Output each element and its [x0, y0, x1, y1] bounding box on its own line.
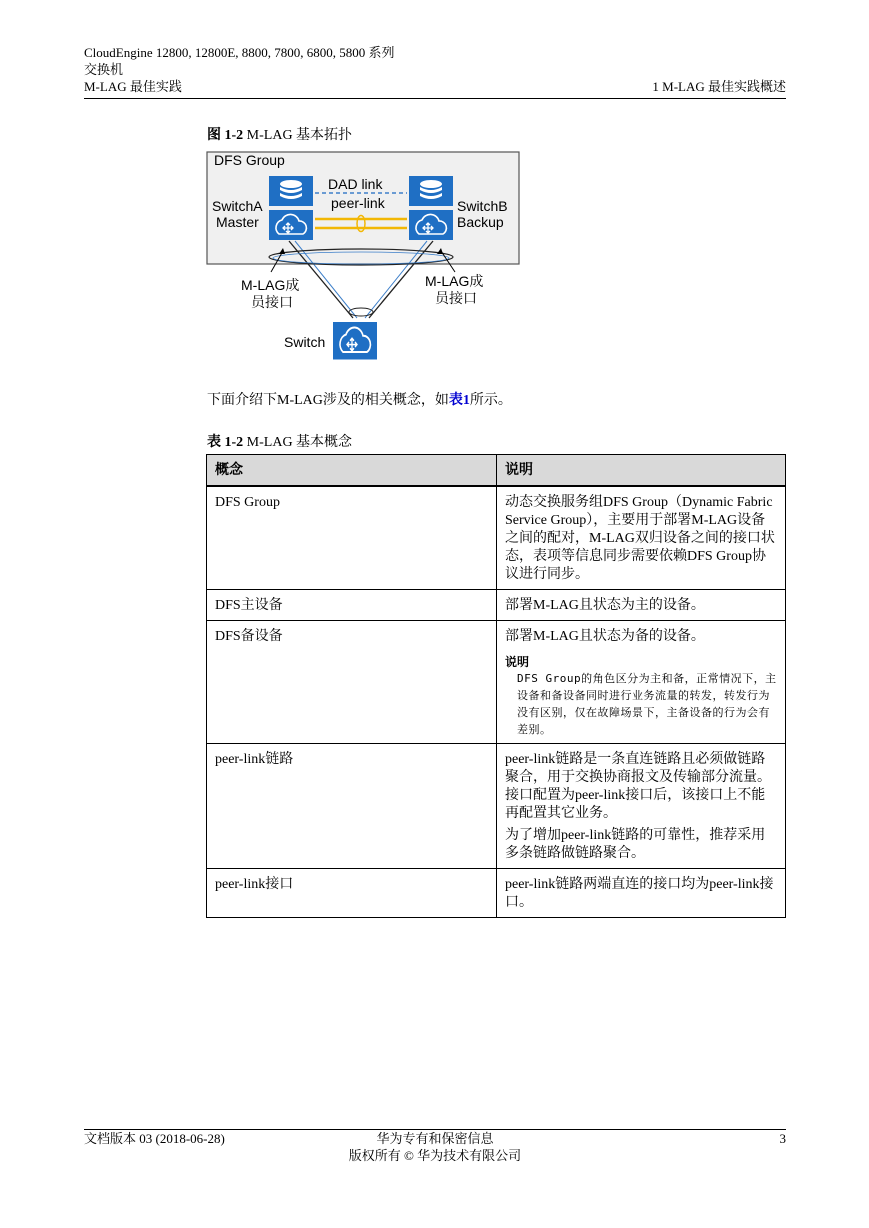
dad-link-label: DAD link — [328, 176, 383, 192]
switch-a-name: SwitchA — [212, 198, 263, 214]
description-text: peer-link链路是一条直连链路且必须做链路聚合，用于交换协商报文及传输部分流量。接口配置为peer-link接口后，该接口上不能再配置其它业务。 — [505, 752, 771, 821]
table-header-row — [207, 455, 786, 487]
member-port-right-line1: M-LAG成 — [425, 273, 484, 289]
concept-description — [497, 869, 786, 918]
mlag-topology-diagram — [205, 150, 521, 362]
description-text: 动态交换服务组DFS Group（Dynamic Fabric Service Group），主要用于部署M-LAG设备之间的配对，M-LAG双归设备之间的接口状态，表项等信息同步需要依赖DFS Group协议进行同步。 — [505, 495, 775, 582]
access-switch-label: Switch — [284, 334, 326, 350]
concept-term: DFS Group — [207, 486, 497, 590]
concept-term: DFS备设备 — [207, 621, 497, 744]
description-text: 部署M-LAG且状态为备的设备。 — [505, 629, 705, 644]
header-description: 说明 — [497, 455, 786, 487]
footer-version: 文档版本 03 (2018-06-28) — [84, 1131, 225, 1146]
concept-description — [497, 486, 786, 590]
switch-b-name: SwitchB — [457, 198, 508, 214]
member-port-left-line2: 员接口 — [251, 294, 293, 310]
switch-a-role: Master — [216, 214, 259, 230]
table-row — [207, 869, 786, 918]
footer-center — [84, 1130, 786, 1164]
page-number: 3 — [779, 1131, 786, 1146]
concept-description — [497, 621, 786, 744]
table-row — [207, 590, 786, 621]
member-port-right-line2: 员接口 — [435, 290, 477, 306]
intro-text-end: 所示。 — [469, 393, 512, 408]
concept-term: peer-link链路 — [207, 744, 497, 869]
concept-description — [497, 744, 786, 869]
table-title: M-LAG 基本概念 — [243, 435, 353, 450]
table-caption — [207, 431, 352, 451]
header-product: CloudEngine 12800, 12800E, 8800, 7800, 6800, 5800 系列 — [84, 45, 395, 60]
concept-description — [497, 590, 786, 621]
switch-b-role: Backup — [457, 214, 504, 230]
footer-confidential: 华为专有和保密信息 — [376, 1131, 494, 1146]
note-body: DFS Group的角色区分为主和备，正常情况下，主设备和备设备同时进行业务流量的转发，转发行为没有区别，仅在故障场景下，主备设备的行为会有差别。 — [517, 672, 777, 736]
note-title: 说明 — [505, 655, 530, 669]
concept-term: DFS主设备 — [207, 590, 497, 621]
intro-text: 下面介绍下M-LAG涉及的相关概念，如 — [207, 393, 449, 408]
description-text: 部署M-LAG且状态为主的设备。 — [505, 598, 705, 613]
figure-title: M-LAG 基本拓扑 — [243, 128, 353, 143]
header-rule — [84, 98, 786, 99]
description-text: peer-link链路两端直连的接口均为peer-link接口。 — [505, 877, 774, 910]
header-concept: 概念 — [207, 455, 497, 487]
peer-link-label: peer-link — [331, 195, 385, 211]
table-row — [207, 486, 786, 590]
description-text: 为了增加peer-link链路的可靠性，推荐采用多条链路做链路聚合。 — [505, 828, 766, 861]
table-row — [207, 744, 786, 869]
concept-table — [206, 454, 786, 918]
table-link[interactable]: 表1 — [448, 393, 470, 408]
header-chapter: 1 M-LAG 最佳实践概述 — [652, 79, 786, 94]
figure-caption — [207, 124, 352, 144]
member-port-left-line1: M-LAG成 — [241, 277, 300, 293]
concept-term: peer-link接口 — [207, 869, 497, 918]
table-row — [207, 621, 786, 744]
figure-number: 图 1-2 — [207, 128, 244, 143]
header-category: 交换机 — [84, 62, 124, 77]
header-doc-title: M-LAG 最佳实践 — [84, 79, 182, 94]
dfs-group-label: DFS Group — [214, 152, 285, 168]
access-switch-icon — [333, 322, 377, 360]
table-number: 表 1-2 — [207, 435, 244, 450]
footer-copyright: 版权所有 © 华为技术有限公司 — [348, 1148, 522, 1163]
intro-paragraph — [207, 389, 512, 409]
page-header — [84, 44, 786, 95]
